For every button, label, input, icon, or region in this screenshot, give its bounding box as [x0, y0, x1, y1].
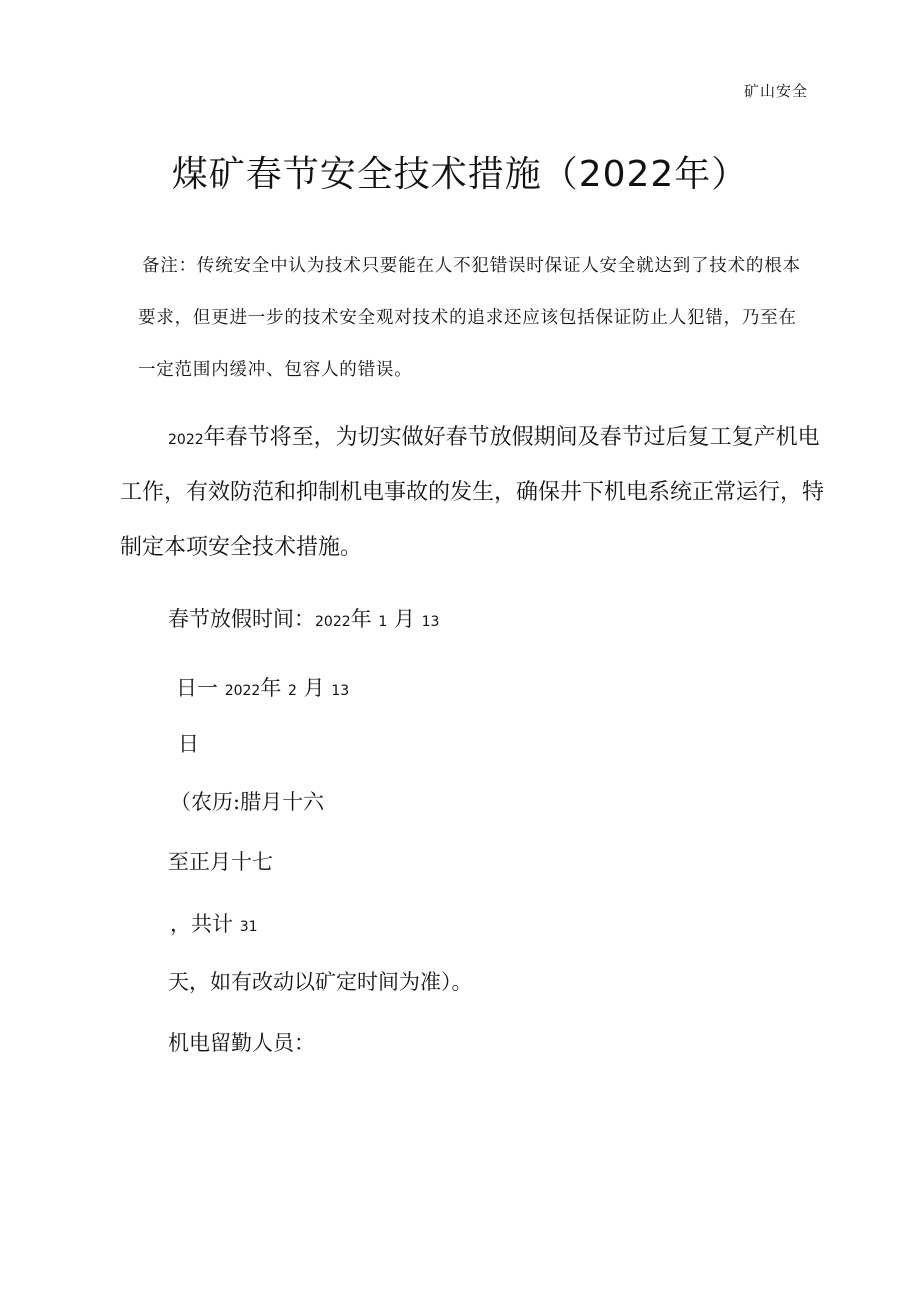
holiday-start-line [168, 603, 439, 633]
start-month: 1 [378, 614, 388, 630]
document-title: 煤矿春节安全技术措施（2022年） [171, 154, 749, 195]
total-days: 31 [239, 919, 258, 935]
staff-label: 机电留勤人员： [168, 1031, 315, 1055]
end-day: 13 [331, 683, 350, 699]
lunar-open-line: （农历:腊月十六 [170, 790, 325, 814]
note-line: 一定范围内缓冲、包容人的错误。 [138, 360, 413, 380]
total-suffix-line: 天，如有改动以矿定时间为准）。 [168, 970, 473, 994]
year-char: 年 [350, 607, 372, 631]
year-char: 年 [260, 676, 282, 700]
note-line: 备注：传统安全中认为技术只要能在人不犯错误时保证人安全就达到了技术的根本 [142, 256, 801, 276]
header-tag: 矿山安全 [743, 82, 808, 100]
note-paragraph [138, 240, 818, 396]
start-year: 2022 [315, 614, 351, 630]
end-month: 2 [288, 683, 297, 699]
note-line: 要求，但更进一步的技术安全观对技术的追求还应该包括保证防止人犯错，乃至在 [138, 308, 797, 328]
month-char: 月 [303, 676, 325, 700]
intro-line: 工作，有效防范和抑制机电事故的发生，确保井下机电系统正常运行，特 [120, 480, 825, 505]
day-char-line: 日 [178, 732, 199, 756]
intro-line: 制定本项安全技术措施。 [120, 535, 363, 560]
total-prefix: ，共计 [170, 912, 233, 936]
intro-line [120, 410, 820, 465]
holiday-end-line [176, 672, 349, 702]
intro-paragraph [120, 410, 825, 575]
holiday-label: 春节放假时间： [168, 607, 315, 631]
total-days-line [170, 908, 258, 938]
day-dash: 日一 [176, 676, 218, 700]
start-day: 13 [421, 614, 440, 630]
intro-year: 2022 [168, 432, 204, 448]
end-year: 2022 [224, 683, 261, 699]
lunar-to-line: 至正月十七 [168, 850, 273, 874]
month-char: 月 [393, 607, 415, 631]
intro-text: 年春节将至，为切实做好春节放假期间及春节过后复工复产机电 [203, 425, 820, 450]
